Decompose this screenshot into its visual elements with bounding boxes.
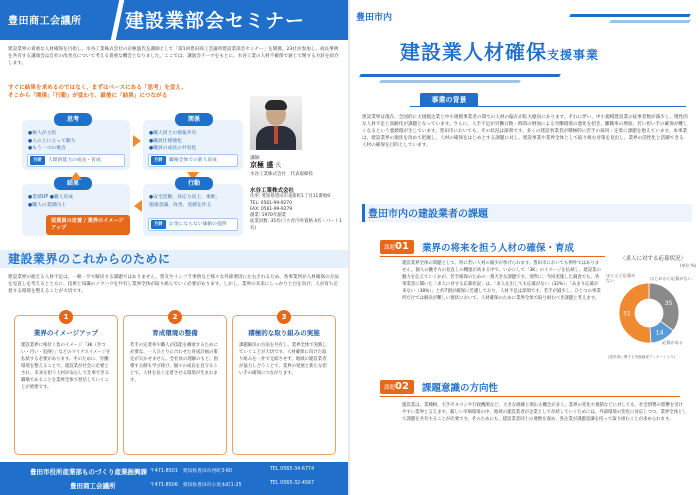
seminar-title: 建設業部会セミナー (125, 10, 306, 32)
cycle-action (143, 180, 243, 236)
cycle-think-bar (27, 154, 125, 167)
donut-label: はじめから応募がない (650, 276, 692, 281)
cycle-result-tag: 結果 (54, 177, 92, 190)
donut-source: (建設業に関する実態調査アンケートより) (608, 355, 676, 359)
card-initiatives (232, 315, 336, 455)
issue-01-title: 業界の将来を担う人材の確保・育成 (422, 243, 575, 254)
policy-tag: 方針 (30, 156, 45, 165)
company-name: 水谷工業株式会社 (250, 188, 295, 194)
cycle-action-tag: 行動 (175, 177, 213, 190)
policy-text: お金にならない価値の提供 (169, 222, 227, 227)
future-title: 建設業界のこれからのために (8, 252, 171, 266)
issue-number: 02 (395, 381, 409, 392)
card-number: 3 (277, 310, 291, 324)
decor-stripe (609, 20, 691, 23)
policy-text: 人間的能力の成長・育成 (48, 158, 101, 163)
issue-01-body: 建設業界全体の問題として、特に若い人材の減少が挙げられます。豊田市においても例外ではありません。個人の働き方の見直しの機運が高まる中で、いかにして「3K」のイメージを払拭し、建設業の魅力を伝えていくかが、若手確保のための一番大きな課題です。実際に、今回実施した調査でも、各事業者に聞いた「求人に対する応募状況」は、「求人を出しても応募がない（32%）」「あまり応募が来ない（38%）」と約7割が確保に苦慮しており、人材不足は深刻です。若手が減少し、ひとつの事業所だけでは解決が難しい現状において、人材確保のために業界全体で取り組むべき課題と考えます。 (402, 261, 601, 301)
arrow-right (133, 135, 141, 147)
cycle-relation-tag: 関係 (175, 113, 213, 126)
issue-02-tag (380, 380, 414, 394)
background-pill: 事業の背景 (420, 93, 478, 107)
issue-01-underline (380, 256, 605, 257)
city-tag: 豊田市内 (356, 13, 393, 23)
footer-address: 〒471-8506 愛知県豊田市小坂本町1-25 (150, 483, 242, 488)
cycle-think (22, 116, 130, 170)
cycle-item: ●もう一つの視点 (28, 146, 66, 151)
cycle-item: ●職員の成長の共有化 (149, 146, 197, 151)
cycle-relation-items (149, 130, 196, 153)
card-body: 課題解決の方法を共有し、業界全体で実践していくことが大切です。人材確保に向けた取り組みを一社で完結させず、地域の建設業者が協力し合うことで、業界の発展と新たな担い手の確保につながります。 (239, 343, 327, 376)
arrow-left (134, 200, 142, 212)
issues-title: 豊田市内の建設業者の課題 (368, 209, 488, 220)
decor-stripe (379, 80, 521, 83)
company-founded: 創業: 1970年創業 (250, 213, 287, 219)
cycle-item: ●人の上に立って動力 (28, 138, 76, 144)
main-title (400, 36, 599, 65)
footer-tel: TEL 0565-32-4567 (270, 481, 315, 486)
cycle-action-bar (148, 218, 238, 231)
main-title-text: 建設業人材確保 (400, 40, 547, 64)
policy-tag: 方針 (151, 220, 166, 229)
card-training (123, 315, 227, 455)
cycle-action-items (149, 194, 220, 209)
left-page (0, 0, 348, 495)
lead-line-1: すぐに結果を求めるのではなく、まずはベースにある「思考」を変え、 (8, 85, 187, 91)
donut-chart (618, 282, 680, 344)
card-body: 建設業界に根付く負のイメージ「3K（きつい・汚い・危険）」などのマイナスイメージを払拭する必要があります。そのために、労働環境を整えることで、建設業が社会に必要とされ、未来を担う人材が安心して仕事できる職場であることを業界全体で発信していくことが重要です。 (21, 343, 111, 390)
lecturer-name-text: 京極 盛 (250, 161, 274, 169)
intro-text: 建設業界の貴重な人材確保を目指し、水谷工業株式会社の京極盛氏を講師として「第1回豊田商工会議所建設業部会セミナー」を開催。23社が参加し、成長事例を共有する講演会は自社の改善点について考える貴重な機会となりました。ここでは、講演会テーマをもとに、水谷工業の人材不確保で通じて関する方針を紹介します。 (8, 47, 339, 66)
donut-title: 〈求人に対する応募状況〉 (620, 256, 687, 262)
footer-tel: TEL 0565-34-6774 (270, 467, 315, 472)
cycle-item: ●安全活動、対応力向上、柔軟、 (149, 195, 221, 200)
issue-01-tag (380, 240, 414, 254)
cycle-item: ●職員仕様強化 (149, 138, 182, 144)
lecturer-role: 講師 (250, 156, 260, 161)
decor-stripe (569, 14, 691, 17)
right-page (350, 0, 700, 495)
lead-line-2: そこから「関係」「行動」が変わり、最後に「結果」につながる (8, 93, 168, 99)
decor-stripe (359, 74, 561, 77)
cycle-item: 施策意識、改善、実績を作る (149, 202, 212, 208)
donut-value-label: 35 (664, 300, 673, 308)
card-title: 積極的な取り組みの実施 (248, 329, 320, 337)
policy-tag: 方針 (151, 156, 166, 165)
donut-value-label: 14 (655, 329, 664, 337)
donut-label: ほとんど応募がない (606, 273, 636, 283)
result-highlight: 従業員の定着 / 業界のイメージアップ (46, 215, 130, 235)
cycle-think-items (28, 130, 75, 153)
card-body: 若手の定着率や職人が技能を継承するために必要な、一人ひとりに合わせた育成計画の策定が欠かせません。全社員の理解のもと、指導する側も学び続け、個々の成長を見守ることで、人材を長く定着させる環境が生まれます。 (130, 343, 219, 383)
footer-name: 豊田市役所産業部ものづくり産業振興課 (30, 468, 147, 476)
org-name: 豊田商工会議所 (8, 16, 82, 27)
footer-name: 豊田商工会議所 (70, 482, 116, 490)
lecturer-photo (250, 96, 302, 150)
cycle-item: ●職人同士の情報共有 (149, 131, 197, 136)
cycle-relation-bar (148, 154, 238, 167)
cycle-item: ●極人が主役 (28, 131, 57, 136)
main-title-sub: 支援事業 (547, 48, 600, 62)
donut-unit: (単位:%) (680, 263, 697, 268)
donut-label: 応募がある (662, 340, 683, 345)
cycle-item: ●業績UP ●職人育成 (28, 195, 74, 200)
issue-02-body: 建設業は、業種柄、大手ゼネコンや行政機関など、大きな組織と関わる機会が多く、業界の変化や規制などに対しても、社会情勢の影響を受けやすい業界と言えます。厳しい市場環境の中、地域の建設業者が企業として存続していくためには、外部環境の変化に対応しつつ、業界全体として課題を共有することが必要です。そのためにも、建設業者同士の連携を深め、各企業が課題意識を持って取り組むことが求められます。 (402, 403, 687, 422)
lead-text (8, 84, 228, 100)
future-intro: 建設業界の抱える人材不足は、一朝一夕で解決する課題ではありません。豊友やインフラ事情など様々な外部要因に左右されるため、各事業所が人材確保の方法を見直しを考えるとともに、技術と知識のノウハウを共有し業界全体が取り組んでいく必要があります。しかし、業界の未来にしっかりと目を向け、人が育ち定着する環境を整えることが大切です。 (8, 275, 339, 294)
pill-underline (410, 106, 686, 107)
company-fax: FAX: 0561-99-9279 (250, 206, 293, 212)
company-tel: TEL: 0561-99-9270 (250, 200, 292, 206)
cycle-result-items (28, 194, 73, 209)
footer-address: 〒471-8501 愛知県豊田市西町3-60 (150, 469, 232, 474)
company-info (250, 188, 345, 232)
issue-02-title: 課題意識の方向性 (422, 383, 499, 394)
cycle-item: ●職人の業績向上 (28, 202, 66, 208)
cycle-relation (143, 116, 243, 170)
card-number: 2 (168, 310, 182, 324)
card-title: 業界のイメージアップ (33, 329, 99, 337)
issue-tag-label: 課題 (384, 245, 396, 251)
cycle-think-tag: 思考 (54, 113, 92, 126)
issue-02-underline (380, 396, 680, 397)
company-address: 住所: 愛知県豊田市東新町1丁目11番地9 (250, 194, 330, 200)
arrow-up (70, 172, 82, 180)
lecturer-company-role: 水谷工業株式会社 代表取締役 (250, 172, 313, 177)
issue-number: 01 (395, 241, 409, 252)
card-image-up (14, 315, 118, 455)
footer (0, 462, 348, 495)
company-employees: 従業員数: 35名(うち社内外資格 4名・パート1名) (250, 219, 342, 231)
issue-tag-label: 課題 (384, 385, 396, 391)
donut-value-label: 51 (623, 310, 631, 318)
lecturer-name (250, 160, 281, 170)
lecturer-honorific: 氏 (275, 163, 281, 169)
policy-text: 職場全体での新人育成 (169, 158, 217, 163)
card-title: 育成環境の整備 (152, 329, 198, 337)
card-number: 1 (59, 310, 73, 324)
background-text: 建設業界は現在、全国的に大規模企業と中小規模事業者の間での人材の偏在が拡大傾向にあります。それに伴い、中小規模建設業の従事者数が減少し、慢性的な人材不足と高齢化が課題となっています。さらに、人手不足が労働日数・時間の増加による労働環境の悪化を招き、離職率の増加、若い担い手の確保が難しくなるという悪循環が生じています。豊田市においても、その状況は深刻です。多くの建設事業者が積極的に若手の採用・定着に課題を抱えています。本事業は、建設業界の現状を改めて把握し、人材の確保をはじめとする課題に対し、建設事業や業界全体として取り組む対策を見出し、業界の活性化と活躍できる人材の確保を目的としています。 (362, 115, 688, 148)
